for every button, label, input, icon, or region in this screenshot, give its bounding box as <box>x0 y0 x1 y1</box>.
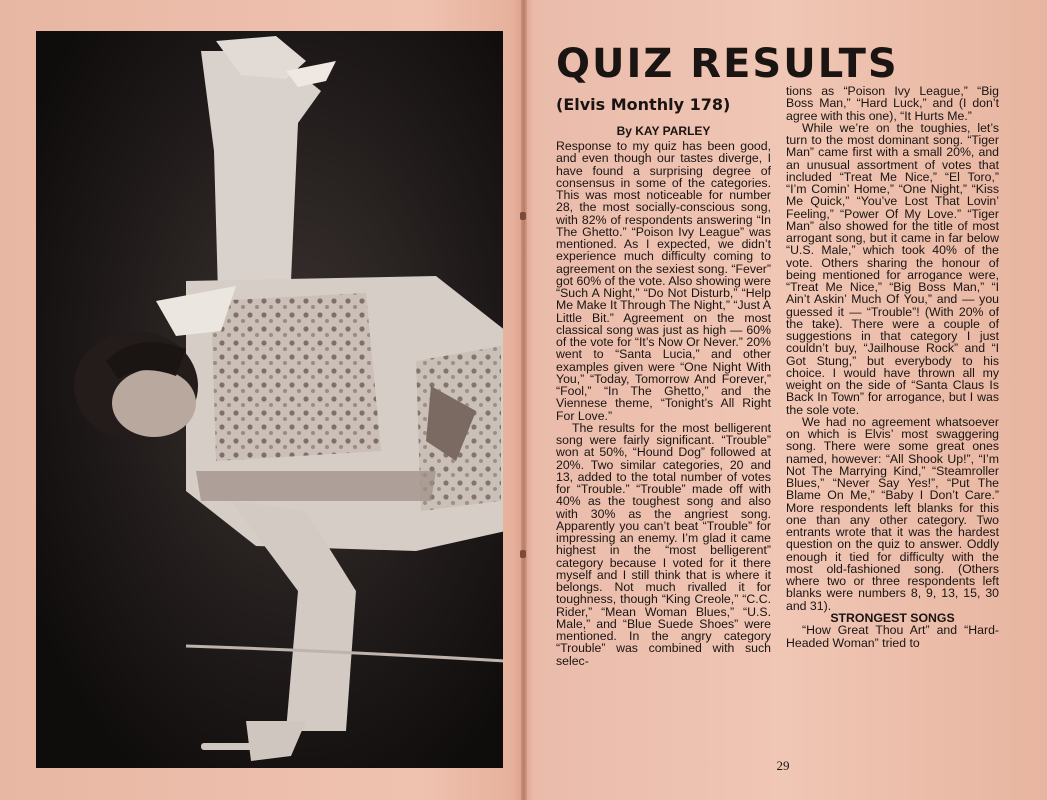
text-column-1 <box>556 140 771 756</box>
article-subtitle: (Elvis Monthly 178) <box>556 95 731 114</box>
page-gutter <box>521 0 527 800</box>
article-title: QUIZ RESULTS <box>556 41 899 87</box>
section-heading: STRONGEST SONGS <box>830 610 955 625</box>
staple <box>520 212 526 220</box>
paragraph: We had no agreement whatsoever on which is Elvis’ most swaggering song. There were some great ones named, however: “All Shook Up!”, “I’m Not The Marrying Kind,” “Steamroller Blues,” “Never Say Yes!”, “Put The Blame On Me,” “Baby I Don’t Care.” More respondents left blanks for this one than any other category. Two entrants wrote that it was the hardest question on the quiz to answer. Oddly enough it tied for difficulty with the most old-fashioned song. (Others where two or three respondents left blanks were numbers 8, 9, 13, 15, 30 and 31). <box>786 414 999 613</box>
photo-illustration <box>36 31 503 768</box>
paragraph: The results for the most belligerent song were fairly significant. “Trouble” won at 50%, “Hound Dog” followed at 20%. Two similar categories, 20 and 13, added to the total number of votes for “Trouble.” “Trouble” made off with 40% as the toughest song and also with 30% as the angriest song. Apparently you can’t beat “Trouble” for impressing an enemy. I’m glad it came highest in the “most belligerent” category because I voted for it there myself and I still think that is where it belongs. Not much rivalled it for toughness, though “King Creole,” “C.C. Rider,” “Mean Woman Blues,” “U.S. Male,” and “Blue Suede Shoes” were mentioned. In the angry category “Trouble” was combined with such selec- <box>556 420 771 668</box>
paragraph: tions as “Poison Ivy League,” “Big Boss Man,” “Hard Luck,” and (I don’t agree with this one), “It Hurts Me.” <box>786 85 999 123</box>
text-column-2 <box>786 85 999 757</box>
article-byline: By KAY PARLEY <box>616 124 711 138</box>
page-number: 29 <box>776 758 790 773</box>
paragraph: Response to my quiz has been good, and even though our tastes diverge, I have found a surprising degree of consensus in some of the categories. This was most noticeable for number 28, the most socially-conscious song, with 82% of respondents answering “In The Ghetto.” “Poison Ivy League” was mentioned. As I expected, we didn’t experience much difficulty coming to agreement on the sexiest song. “Fever” got 60% of the vote. Also showing were “Such A Night,” “Do Not Disturb,” “Help Me Make It Through The Night,” “Just A Little Bit.” Agreement on the most classical song was just as high — 60% of the vote for “It’s Now Or Never.” 20% went to “Santa Lucia,” and other examples given were “One Night With You,” “Today, Tomorrow And Forever,” “Fool,” “In The Ghetto,” and the Viennese theme, “Tonight’s All Right For Love.” <box>556 140 771 423</box>
paragraph: While we’re on the toughies, let’s turn to the most dominant song. “Tiger Man” came first with a small 20%, and an unusual assortment of votes that included “Treat Me Nice,” “El Toro,” “I’m Comin’ Home,” “One Night,” “Kiss Me Quick,” “You’ve Lost That Lovin’ Feeling,” “Power Of My Love.” “Tiger Man” also showed for the title of most arrogant song, but it came in far below “U.S. Male,” which took 40% of the vote. Others sharing the honour of being mentioned for arrogance were, “Treat Me Nice,” “Big Boss Man,” “I Ain’t Askin’ Much Of You,” and — you guessed it — “Trouble”! (With 20% of the take). There were a couple of suggestions in that category I just couldn’t buy, “Jailhouse Rock” and “I Got Stung,” but everybody to his choice. I would have thrown all my weight on the side of “Santa Claus Is Back In Town” for arrogance, but I was the sole vote. <box>786 120 999 417</box>
staple <box>520 550 526 558</box>
performer-photo <box>36 31 503 768</box>
paragraph: “How Great Thou Art” and “Hard-Headed Woman” tried to <box>786 623 999 650</box>
